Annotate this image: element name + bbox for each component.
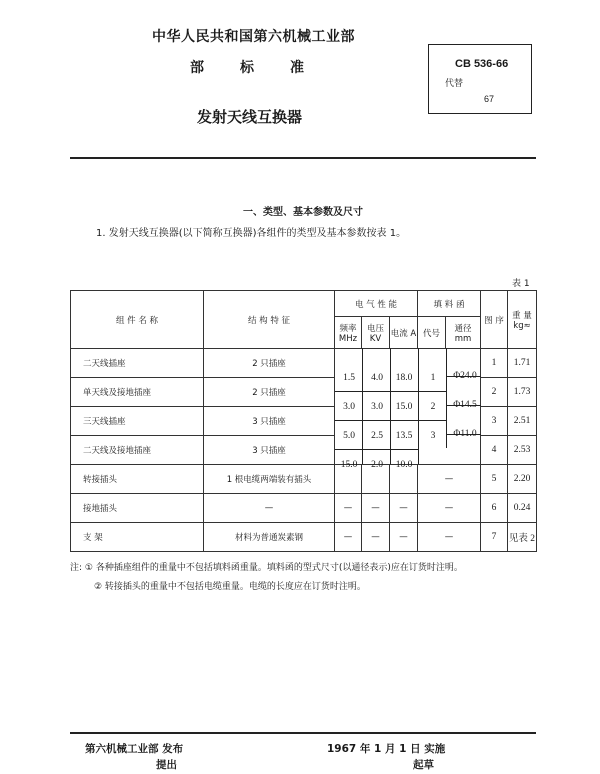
voltage-value: 4.0 — [371, 373, 383, 383]
current-value: 15.0 — [395, 402, 413, 412]
footer-divider — [70, 732, 536, 734]
cell-freq-dash: — — [335, 494, 362, 523]
row-structure: — — [204, 494, 335, 523]
header-freq: 频率 MHz — [335, 317, 362, 349]
bore-value: Φ14.5 — [453, 400, 477, 410]
row-tick — [335, 420, 446, 421]
header-electrical: 电 气 性 能 — [335, 291, 418, 317]
replaces-number: 67 — [484, 94, 495, 104]
current-value: 10.0 — [395, 460, 413, 470]
voltage-value: 2.0 — [371, 460, 383, 470]
row-name: 接地插头 — [71, 494, 204, 523]
row-structure: 材料为普通炭素钢 — [204, 523, 335, 552]
header-bore: 通径 mm — [446, 317, 481, 349]
row-structure: 2 只插座 — [204, 378, 335, 407]
row-name: 单天线及接地插座 — [71, 378, 204, 407]
row-structure: 2 只插座 — [204, 349, 335, 378]
bore-value: Φ24.0 — [453, 371, 477, 381]
freq-value: 1.5 — [343, 373, 355, 383]
row-drawing: 3 — [481, 407, 508, 436]
parameter-table — [70, 290, 537, 552]
standard-type-char: 部 — [190, 60, 204, 76]
header-drawing: 图 序 — [481, 291, 508, 349]
row-weight: 1.71 — [508, 349, 537, 378]
row-weight: 见表 2 — [508, 523, 537, 552]
table-row — [71, 465, 537, 494]
cell-filler-dash: — — [418, 465, 481, 494]
freq-value: 15.0 — [340, 460, 358, 470]
column-line — [362, 348, 363, 464]
current-value: 18.0 — [395, 373, 413, 383]
header-voltage: 电压 KV — [362, 317, 390, 349]
cell-current-dash: — — [390, 494, 418, 523]
bore-value: Φ11.0 — [453, 429, 477, 439]
cell-filler-dash: — — [418, 523, 481, 552]
column-line — [418, 348, 419, 464]
column-line — [446, 348, 447, 448]
row-tick — [335, 391, 446, 392]
voltage-value: 3.0 — [371, 402, 383, 412]
row-drawing: 2 — [481, 378, 508, 407]
row-weight: 1.73 — [508, 378, 537, 407]
ministry-name: 中华人民共和国第六机械工业部 — [152, 29, 355, 45]
standard-type — [190, 57, 340, 77]
header-divider — [70, 157, 536, 159]
code-value: 3 — [430, 431, 436, 441]
document-title: 发射天线互换器 — [197, 108, 303, 126]
header-code: 代号 — [418, 317, 446, 349]
row-weight: 2.20 — [508, 465, 537, 494]
row-drawing: 6 — [481, 494, 508, 523]
freq-value: 3.0 — [343, 402, 355, 412]
header-filler: 填 料 函 — [418, 291, 481, 317]
row-weight: 2.53 — [508, 436, 537, 465]
cell-voltage-dash: — — [362, 523, 390, 552]
proposer: 提出 — [156, 759, 177, 771]
row-name: 转接插头 — [71, 465, 204, 494]
header-name: 组 件 名 称 — [71, 291, 204, 349]
row-structure: 1 根电缆两端装有插头 — [204, 465, 335, 494]
voltage-value: 2.5 — [371, 431, 383, 441]
row-name: 三天线插座 — [71, 407, 204, 436]
header-current: 电流 A — [390, 317, 418, 349]
standard-code: CB 536-66 — [455, 58, 509, 70]
row-weight: 0.24 — [508, 494, 537, 523]
code-value: 1 — [430, 373, 436, 383]
section-heading: 一、类型、基本参数及尺寸 — [243, 207, 363, 218]
row-name: 支 架 — [71, 523, 204, 552]
freq-value: 5.0 — [343, 431, 355, 441]
note-1: 注: ① 各种插座组件的重量中不包括填料函重量。填料函的型式尺寸(以通径表示)应在订货时注明。 — [70, 563, 463, 573]
cell-filler-dash: — — [418, 494, 481, 523]
standard-type-char: 准 — [290, 60, 304, 76]
row-drawing: 1 — [481, 349, 508, 378]
standard-code-box — [428, 44, 532, 114]
drafter: 起草 — [413, 759, 434, 771]
row-name: 二天线及接地插座 — [71, 436, 204, 465]
issuer: 第六机械工业部 发布 — [85, 743, 184, 755]
effective-date: 1967 年 1 月 1 日 实施 — [327, 743, 446, 755]
row-name: 二天线插座 — [71, 349, 204, 378]
table-row — [71, 494, 537, 523]
clause-1: 1. 发射天线互换器(以下简称互换器)各组件的类型及基本参数按表 1。 — [96, 228, 407, 239]
row-structure: 3 只插座 — [204, 407, 335, 436]
cell-current-dash: — — [390, 523, 418, 552]
row-drawing: 5 — [481, 465, 508, 494]
table-label: 表 1 — [512, 279, 530, 289]
row-drawing: 7 — [481, 523, 508, 552]
row-structure: 3 只插座 — [204, 436, 335, 465]
row-weight: 2.51 — [508, 407, 537, 436]
code-value: 2 — [430, 402, 436, 412]
replaces-label: 代替 — [445, 79, 464, 89]
standard-type-char: 标 — [240, 60, 254, 76]
row-drawing: 4 — [481, 436, 508, 465]
header-weight: 重 量 kg≈ — [508, 291, 537, 349]
note-2: ② 转接插头的重量中不包括电缆重量。电缆的长度应在订货时注明。 — [94, 582, 366, 592]
table-row — [71, 523, 537, 552]
cell-voltage-dash: — — [362, 494, 390, 523]
header-structure: 结 构 特 征 — [204, 291, 335, 349]
cell-freq-dash: — — [335, 523, 362, 552]
row-tick — [335, 449, 418, 450]
current-value: 13.5 — [395, 431, 413, 441]
